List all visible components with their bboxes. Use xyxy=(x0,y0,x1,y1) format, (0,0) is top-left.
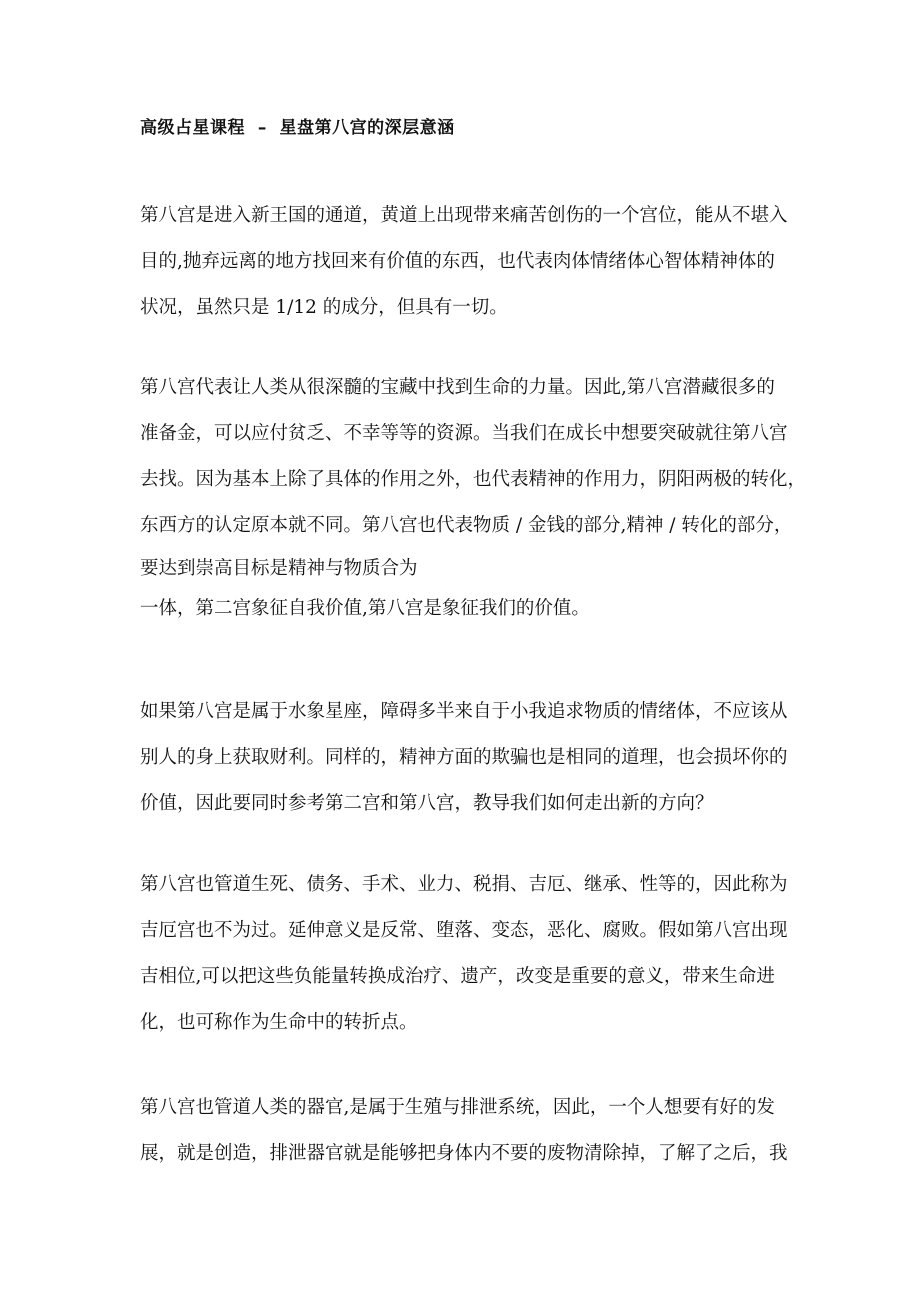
text-line: 准备金，可以应付贫乏、不幸等等的资源。当我们在成长中想要突破就往第八宫 xyxy=(140,423,788,444)
text-line: 别人的身上获取财利。同样的，精神方面的欺骗也是相同的道理，也会损坏你的 xyxy=(140,747,788,768)
text-line: 第八宫也管道人类的器官,是属于生殖与排泄系统，因此，一个人想要有好的发 xyxy=(140,1097,775,1118)
text-line: 第八宫也管道生死、债务、手术、业力、税捐、吉厄、继承、性等的，因此称为 xyxy=(140,874,788,895)
text-line: 如果第八宫是属于水象星座，障碍多半来自于小我追求物质的情绪体，不应该从 xyxy=(140,701,788,722)
text-line: 价值，因此要同时参考第二宫和第八宫，教导我们如何走出新的方向？ xyxy=(140,793,714,814)
paragraph-4 xyxy=(140,862,788,1046)
paragraph-5 xyxy=(140,1085,788,1177)
text-line: 第八宫是进入新王国的通道，黄道上出现带来痛苦创伤的一个宫位，能从不堪入 xyxy=(140,205,788,226)
text-line: 第八宫代表让人类从很深髓的宝藏中找到生命的力量。因此,第八宫潜藏很多的 xyxy=(140,377,775,398)
text-line: 要达到崇高目标是精神与物质合为 xyxy=(140,558,418,579)
text-line: 状况，虽然只是 1/12 的成分，但具有一切。 xyxy=(140,297,508,318)
document-title: 高级占星课程 – 星盘第八宫的深层意涵 xyxy=(140,118,455,138)
text-line: 展，就是创造，排泄器官就是能够把身体内不要的废物清除掉，了解了之后，我 xyxy=(140,1143,788,1164)
text-line: 吉相位,可以把这些负能量转换成治疗、遗产，改变是重要的意义，带来生命进 xyxy=(140,966,775,987)
paragraph-2 xyxy=(140,365,807,629)
paragraph-1 xyxy=(140,193,788,331)
text-line: 化，也可称作为生命中的转折点。 xyxy=(140,1012,418,1033)
text-line: 一体，第二宫象征自我价值,第八宫是象征我们的价值。 xyxy=(140,598,590,619)
text-line: 东西方的认定原本就不同。第八宫也代表物质 / 金钱的部分,精神 / 转化的部分， xyxy=(140,515,793,536)
text-line: 目的,抛弃远离的地方找回来有价值的东西，也代表肉体情绪体心智体精神体的 xyxy=(140,251,775,272)
paragraph-3 xyxy=(140,689,788,827)
text-line: 去找。因为基本上除了具体的作用之外，也代表精神的作用力，阴阳两极的转化， xyxy=(140,469,807,490)
text-line: 吉厄宫也不为过。延伸意义是反常、堕落、变态，恶化、腐败。假如第八宫出现 xyxy=(140,920,788,941)
